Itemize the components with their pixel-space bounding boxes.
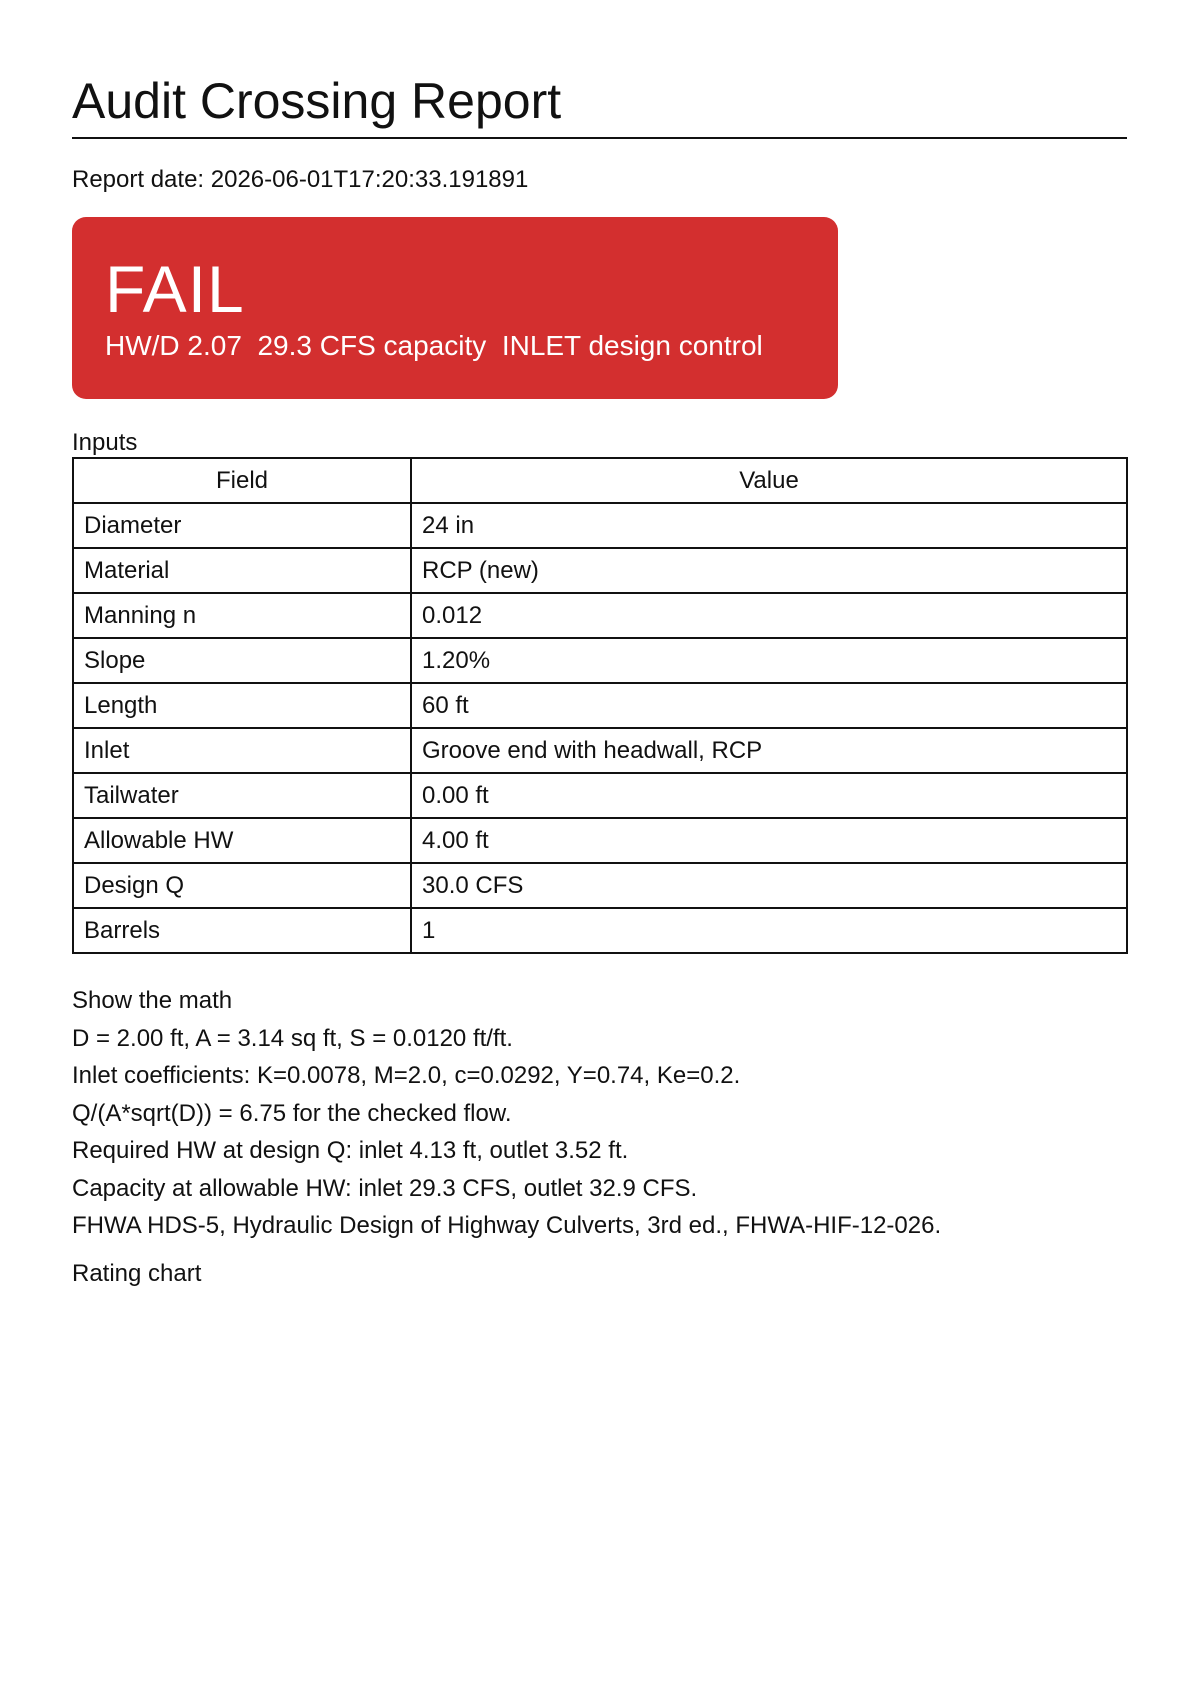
field-cell: Slope xyxy=(73,638,411,683)
field-cell: Inlet xyxy=(73,728,411,773)
table-row xyxy=(73,728,1127,773)
column-header-value: Value xyxy=(411,458,1127,503)
field-cell: Manning n xyxy=(73,593,411,638)
value-cell: Groove end with headwall, RCP xyxy=(411,728,1127,773)
table-header-row xyxy=(73,458,1127,503)
table-row xyxy=(73,593,1127,638)
field-cell: Design Q xyxy=(73,863,411,908)
value-cell: 4.00 ft xyxy=(411,818,1127,863)
field-cell: Allowable HW xyxy=(73,818,411,863)
table-row xyxy=(73,818,1127,863)
value-cell: 1.20% xyxy=(411,638,1127,683)
value-cell: RCP (new) xyxy=(411,548,1127,593)
table-row xyxy=(73,638,1127,683)
value-cell: 1 xyxy=(411,908,1127,953)
reference-citation: FHWA HDS-5, Hydraulic Design of Highway Culverts, 3rd ed., FHWA-HIF-12-026. xyxy=(72,1212,942,1239)
field-cell: Length xyxy=(73,683,411,728)
field-cell: Tailwater xyxy=(73,773,411,818)
math-line: D = 2.00 ft, A = 3.14 sq ft, S = 0.0120 ft/ft. xyxy=(72,1024,513,1052)
field-cell: Diameter xyxy=(73,503,411,548)
column-header-field: Field xyxy=(73,458,411,503)
field-cell: Barrels xyxy=(73,908,411,953)
report-date: Report date: 2026-06-01T17:20:33.191891 xyxy=(72,166,529,193)
rating-chart-caption: Rating chart xyxy=(72,1259,202,1287)
table-row xyxy=(73,683,1127,728)
title-divider xyxy=(72,137,1127,139)
value-cell: 30.0 CFS xyxy=(411,863,1127,908)
math-heading: Show the math xyxy=(72,987,233,1014)
math-section xyxy=(72,982,1127,1245)
math-line: Q/(A*sqrt(D)) = 6.75 for the checked flow. xyxy=(72,1099,512,1127)
value-cell: 60 ft xyxy=(411,683,1127,728)
value-cell: 0.012 xyxy=(411,593,1127,638)
report-page xyxy=(72,0,1127,1292)
math-line: Required HW at design Q: inlet 4.13 ft, outlet 3.52 ft. xyxy=(72,1137,629,1164)
math-line: Capacity at allowable HW: inlet 29.3 CFS, outlet 32.9 CFS. xyxy=(72,1174,698,1202)
math-line: Inlet coefficients: K=0.0078, M=2.0, c=0.0292, Y=0.74, Ke=0.2. xyxy=(72,1062,741,1089)
field-cell: Material xyxy=(73,548,411,593)
table-row xyxy=(73,548,1127,593)
table-row xyxy=(73,503,1127,548)
inputs-table xyxy=(72,457,1128,954)
value-cell: 0.00 ft xyxy=(411,773,1127,818)
inputs-caption: Inputs xyxy=(72,429,138,456)
verdict-status: FAIL xyxy=(105,252,245,326)
table-row xyxy=(73,863,1127,908)
value-cell: 24 in xyxy=(411,503,1127,548)
verdict-summary: HW/D 2.07 29.3 CFS capacity INLET design control xyxy=(105,330,763,361)
verdict-banner xyxy=(72,217,838,399)
page-title: Audit Crossing Report xyxy=(72,73,562,129)
table-row xyxy=(73,773,1127,818)
table-row xyxy=(73,908,1127,953)
